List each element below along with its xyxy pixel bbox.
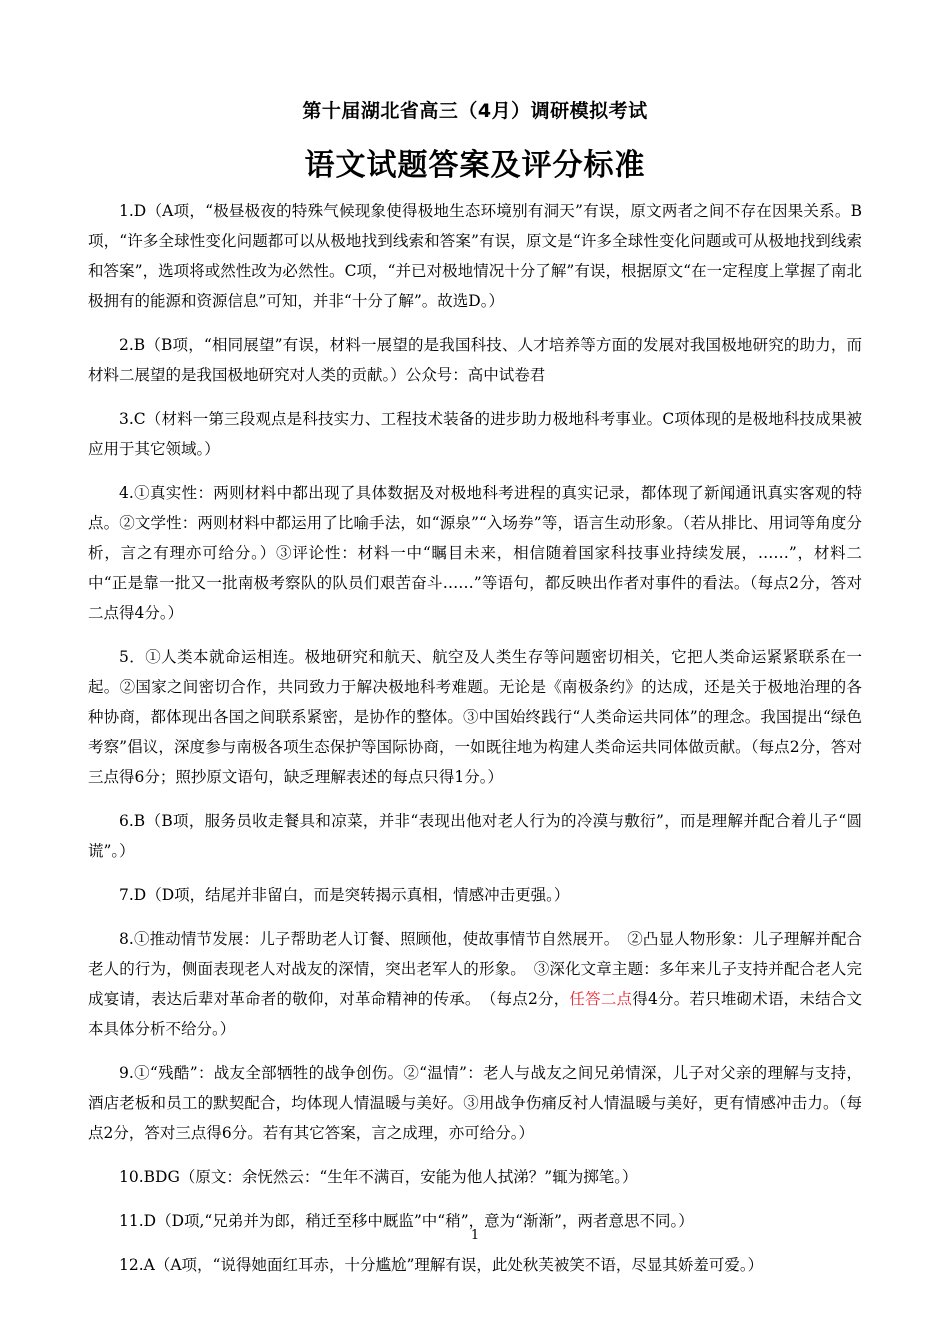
- exam-subtitle: 第十届湖北省高三（4月）调研模拟考试: [302, 100, 648, 122]
- answer-item-6: 6.B（B项，服务员收走餐具和凉菜，并非“表现出他对老人行为的冷漠与敷衍”，而是理解并配合着儿子“圆谎”。）: [88, 812, 862, 860]
- answer-item-7: 7.D（D项，结尾并非留白，而是突转揭示真相，情感冲击更强。）: [119, 886, 570, 904]
- answer-item-9: 9.①“残酷”：战友全部牺牲的战争创伤。②“温情”：老人与战友之间兄弟情深，儿子对父亲的理解与支持，酒店老板和员工的默契配合，均体现人情温暖与美好。③用战争伤痛反衬人情温暖与美好，更有情感冲击力。（每点2分，答对三点得6分。若有其它答案，言之成理，亦可给分。）: [88, 1064, 862, 1142]
- answer-list: [88, 196, 862, 1294]
- answer-item-5: 5．①人类本就命运相连。极地研究和航天、航空及人类生存等问题密切相关，它把人类命运紧紧联系在一起。②国家之间密切合作，共同致力于解决极地科考难题。无论是《南极条约》的达成，还是关于极地治理的各种协商，都体现出各国之间联系紧密，是协作的整体。③中国始终践行“人类命运共同体”的理念。我国提出“绿色考察”倡议，深度参与南极各项生态保护等国际协商，一如既往地为构建人类命运共同体做贡献。（每点2分，答对三点得6分；照抄原文语句，缺乏理解表述的每点只得1分。）: [88, 648, 862, 786]
- answer-item-10: 10.BDG（原文：余怃然云：“生年不满百，安能为他人拭涕？”辄为掷笔。）: [119, 1168, 638, 1186]
- answer-item-12: 12.A（A项，“说得她面红耳赤，十分尴尬”理解有误，此处秋芙被笑不语，尽显其娇羞可爱。）: [119, 1256, 764, 1274]
- answer-item-8: [88, 924, 862, 1044]
- page-number: 1: [470, 1228, 480, 1243]
- answer-item-2: 2.B（B项，“相同展望”有误，材料一展望的是我国科技、人才培养等方面的发展对我国极地研究的助力，而材料二展望的是我国极地研究对人类的贡献。）公众号：高中试卷君: [88, 336, 862, 384]
- answer-item-1: 1.D（A项，“极昼极夜的特殊气候现象使得极地生态环境别有洞天”有误，原文两者之间不存在因果关系。B项，“许多全球性变化问题都可以从极地找到线索和答案”有误，原文是“许多全球性变化问题或可从极地找到线索和答案”，选项将或然性改为必然性。C项，“并已对极地情况十分了解”有误，根据原文“在一定程度上掌握了南北极拥有的能源和资源信息”可知，并非“十分了解”。故选D。）: [88, 202, 862, 310]
- document-title: 语文试题答案及评分标准: [304, 148, 646, 183]
- answer-item-8-text-after: 得4分。若只堆砌术语，未结合文本具体分析不给分。）: [88, 990, 862, 1038]
- answer-item-8-text-before: 8.①推动情节发展：儿子帮助老人订餐、照顾他，使故事情节自然展开。 ②凸显人物形象：儿子理解并配合老人的行为，侧面表现老人对战友的深情，突出老军人的形象。 ③深化文章主题：多年来儿子支持并配合老人完成宴请，表达后辈对革命者的敬仰，对革命精神的传承。 （每点2分，: [88, 930, 862, 1008]
- answer-item-4: 4.①真实性：两则材料中都出现了具体数据及对极地科考进程的真实记录，都体现了新闻通讯真实客观的特点。②文学性：两则材料中都运用了比喻手法，如“源泉”“入场券”等，语言生动形象。（若从排比、用词等角度分析，言之有理亦可给分。）③评论性：材料一中“瞩目未来，相信随着国家科技事业持续发展，……”，材料二中“正是靠一批又一批南极考察队的队员们艰苦奋斗……”等语句，都反映出作者对事件的看法。（每点2分，答对二点得4分。）: [88, 484, 862, 622]
- answer-item-11: 11.D（D项,“兄弟并为郎，稍迁至移中厩监”中“稍”，意为“渐渐”，两者意思不同。）: [119, 1212, 694, 1230]
- answer-item-3: 3.C（材料一第三段观点是科技实力、工程技术装备的进步助力极地科考事业。C项体现的是极地科技成果被应用于其它领域。）: [88, 410, 862, 458]
- highlighted-text: 任答二点: [569, 990, 633, 1008]
